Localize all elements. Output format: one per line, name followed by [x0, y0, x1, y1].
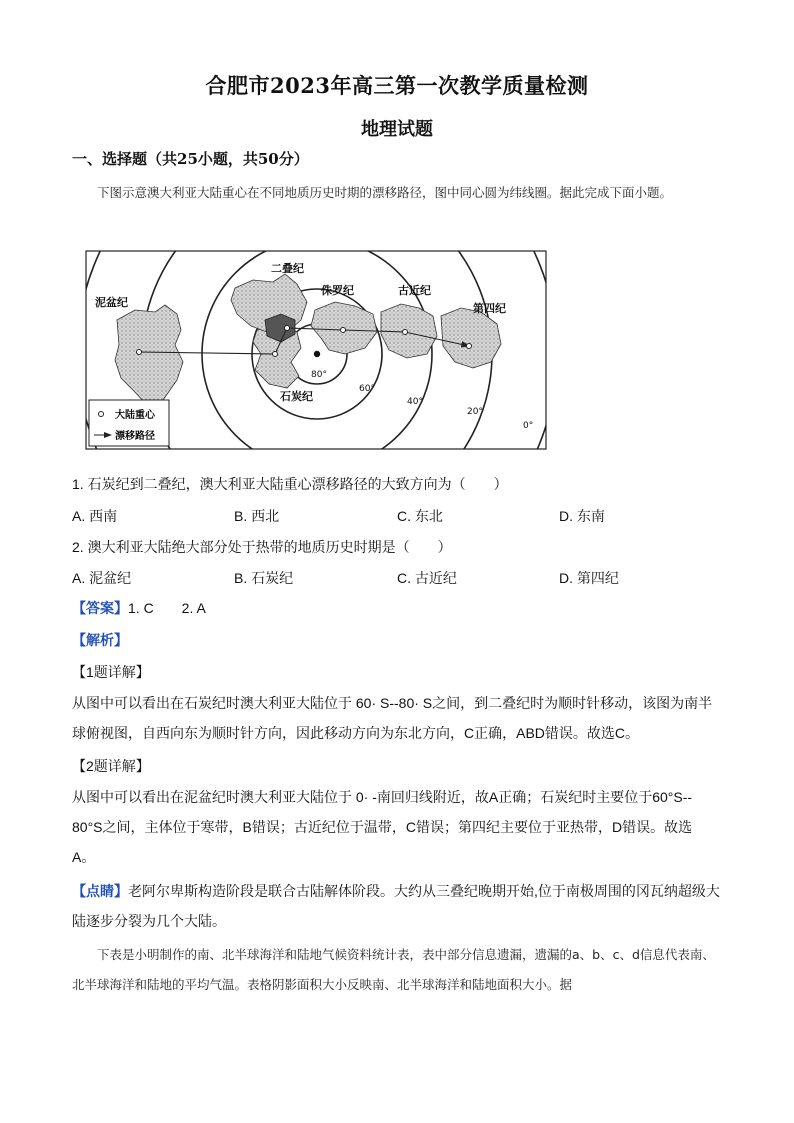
- center-quaternary: [467, 344, 472, 349]
- detail-2-line-3: A。: [72, 849, 96, 865]
- south-pole-dot: [314, 351, 320, 357]
- detail-2-line-1: 从图中可以看出在泥盆纪时澳大利亚大陆位于 0· -南回归线附近，故A正确；石炭纪时主要位于60°S--: [72, 789, 693, 805]
- q2-option-c: C. 古近纪: [397, 570, 457, 586]
- comment-tag: 【点睛】: [72, 883, 128, 899]
- q2-option-a: A. 泥盆纪: [72, 570, 132, 586]
- question-1-stem: 1. 石炭纪到二叠纪，澳大利亚大陆重心漂移路径的大致方向为（ ）: [72, 476, 508, 492]
- label-lat-60: 60°: [359, 384, 375, 394]
- comment-line-1-text: 老阿尔卑斯构造阶段是联合古陆解体阶段。大约从三叠纪晚期开始,位于南极周围的冈瓦纳超级大: [128, 883, 720, 899]
- page-title: 合肥市2023年高三第一次教学质量检测: [205, 73, 589, 98]
- q1-option-d: D. 东南: [559, 508, 605, 524]
- detail-1-text: [72, 688, 727, 748]
- q2-option-b: B. 石炭纪: [234, 570, 294, 586]
- label-devonian: 泥盆纪: [95, 296, 128, 309]
- label-lat-40: 40°: [407, 397, 423, 407]
- section-heading: 一、选择题（共25小题，共50分）: [72, 150, 309, 168]
- question-2-stem: 2. 澳大利亚大陆绝大部分处于热带的地质历史时期是（ ）: [72, 539, 452, 555]
- answer-tag: 【答案】: [72, 600, 128, 616]
- legend-path: 漂移路径: [115, 431, 155, 442]
- label-carboniferous: 石炭纪: [280, 390, 313, 403]
- drift-map-figure: [85, 250, 547, 450]
- figure-legend: [89, 400, 169, 446]
- comment-line-1: [72, 876, 727, 906]
- detail-2-line-2: 80°S之间，主体位于寒带，B错误；古近纪位于温带，C错误；第四纪主要位于亚热带，D错误。故选: [72, 819, 693, 835]
- comment-line-2: 陆逐步分裂为几个大陆。: [72, 913, 226, 929]
- center-jurassic: [341, 328, 346, 333]
- label-permian: 二叠纪: [271, 262, 304, 275]
- label-quaternary: 第四纪: [473, 302, 506, 315]
- label-jurassic: 侏罗纪: [321, 284, 354, 297]
- label-paleogene: 古近纪: [398, 284, 431, 297]
- center-devonian: [137, 350, 142, 355]
- question-intro: 下图示意澳大利亚大陆重心在不同地质历史时期的漂移路径，图中同心圆为纬线圈。据此完成下面小题。: [97, 185, 673, 200]
- detail-1-line-1: 从图中可以看出在石炭纪时澳大利亚大陆位于 60· S--80· S之间，到二叠纪时为顺时针移动，该图为南半: [72, 695, 713, 711]
- label-lat-80: 80°: [311, 370, 327, 380]
- center-permian: [285, 326, 290, 331]
- analysis-line: [72, 630, 128, 650]
- detail-2-tag: 【2题详解】: [72, 758, 150, 774]
- q1-option-b: B. 西北: [234, 508, 280, 524]
- label-lat-20: 20°: [467, 407, 483, 417]
- q2-option-d: D. 第四纪: [559, 570, 619, 586]
- next-question-intro: 下表是小明制作的南、北半球海洋和陆地气候资料统计表，表中部分信息遗漏，遗漏的a、b、c、d信息代表南、北半球海洋和陆地的平均气温。表格阴影面积大小反映南、北半球海洋和陆地面积大小。据: [72, 947, 715, 992]
- detail-1-tag: 【1题详解】: [72, 664, 150, 680]
- detail-1-line-2: 球俯视图，自西向东为顺时针方向，因此移动方向为东北方向，C正确，ABD错误。故选C。: [72, 725, 640, 741]
- comment-text: [72, 876, 727, 936]
- center-paleogene: [403, 330, 408, 335]
- analysis-tag: 【解析】: [72, 632, 128, 648]
- center-carboniferous: [273, 352, 278, 357]
- q1-option-c: C. 东北: [397, 508, 443, 524]
- legend-center: 大陆重心: [115, 410, 155, 421]
- page-subtitle: 地理试题: [361, 119, 433, 140]
- detail-2-text: [72, 782, 727, 872]
- label-lat-0: 0°: [523, 421, 534, 431]
- answer-value: 1. C 2. A: [128, 600, 206, 616]
- answer-line: [72, 598, 206, 618]
- q1-option-a: A. 西南: [72, 508, 118, 524]
